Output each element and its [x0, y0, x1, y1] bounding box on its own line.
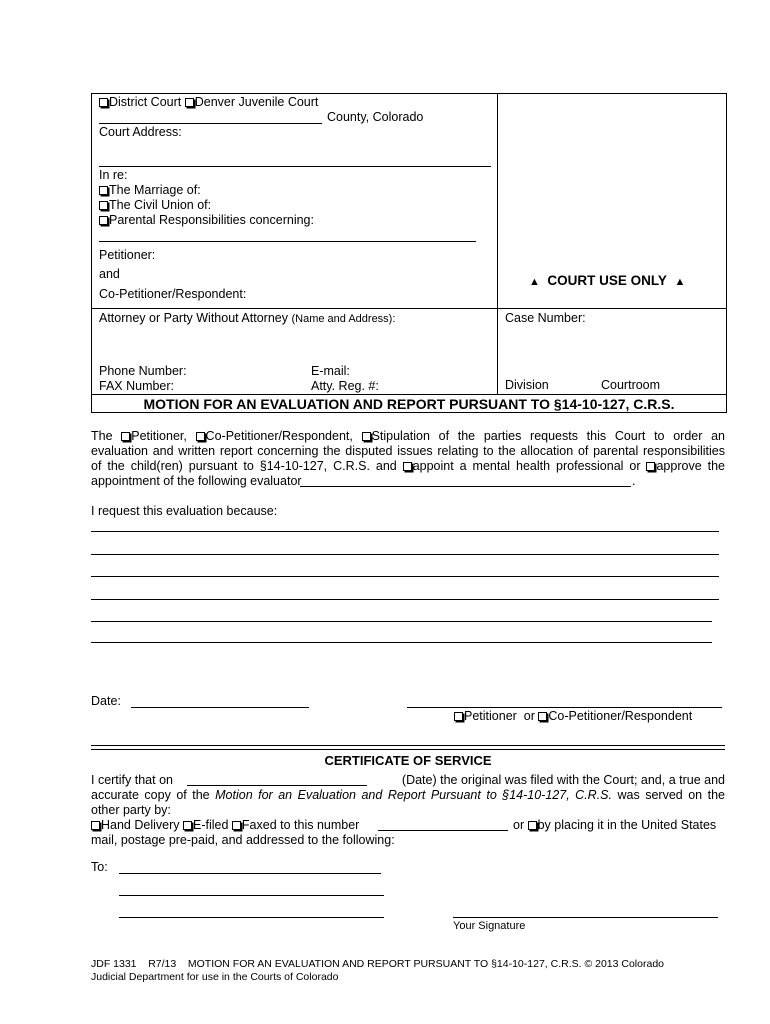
atty-reg-label: Atty. Reg. #:: [311, 379, 379, 393]
section-divider: [91, 745, 725, 750]
civil-union-label: The Civil Union of:: [109, 198, 212, 212]
reason-line-3[interactable]: [91, 576, 719, 577]
or-label: or: [513, 818, 525, 832]
caption-divider-2: [91, 394, 727, 395]
co-petitioner-text: Co-Petitioner/Respondent,: [205, 429, 353, 443]
stipulation-text: Stipulation of the parties requests this Court to order an: [371, 429, 725, 443]
petitioner-label: Petitioner:: [99, 248, 156, 262]
to-label: To:: [91, 860, 108, 874]
cert-line-5: mail, postage pre-paid, and addressed to the following:: [91, 833, 395, 847]
triangle-up-icon: ▲: [529, 276, 540, 288]
efiled-label: E-filed: [193, 818, 229, 832]
cert-line2-b: was served on the: [617, 788, 725, 802]
your-signature-field[interactable]: [453, 917, 718, 918]
co-petitioner-label: Co-Petitioner/Respondent:: [99, 287, 247, 301]
to-line-3[interactable]: [119, 917, 384, 918]
the-text: The: [91, 429, 113, 443]
county-suffix: County, Colorado: [327, 110, 424, 124]
faxed-checkbox[interactable]: [232, 821, 241, 830]
request-line-2: evaluation and written report concerning the disputed issues relating to the allocation of parental responsibilities: [91, 444, 725, 458]
attorney-row: [99, 311, 395, 325]
court-use-only-label: COURT USE ONLY: [547, 273, 667, 288]
marriage-label: The Marriage of:: [109, 183, 201, 197]
parental-checkbox[interactable]: [99, 216, 108, 225]
sig-co-petitioner-label: Co-Petitioner/Respondent: [548, 709, 693, 723]
reason-line-2[interactable]: [91, 554, 719, 555]
sig-petitioner-checkbox[interactable]: [454, 712, 463, 721]
reason-line-5[interactable]: [91, 621, 712, 622]
cert-line1-a: I certify that on: [91, 773, 173, 787]
faxed-label: Faxed to this number: [241, 818, 360, 832]
form-title: MOTION FOR AN EVALUATION AND REPORT PURSUANT TO §14-10-127, C.R.S.: [143, 396, 675, 412]
district-court-label: District Court: [109, 95, 182, 109]
court-type-row: [99, 95, 318, 109]
civil-union-row: [99, 198, 211, 212]
cert-line-3: other party by:: [91, 803, 171, 817]
denver-juvenile-court-checkbox[interactable]: [185, 98, 194, 107]
civil-union-checkbox[interactable]: [99, 201, 108, 210]
triangle-up-icon: ▲: [674, 276, 686, 288]
signature-field[interactable]: [407, 707, 722, 708]
mail-checkbox[interactable]: [528, 821, 537, 830]
cert-line-4-right: [513, 818, 716, 832]
court-use-only: [529, 273, 685, 288]
reason-line-4[interactable]: [91, 599, 719, 600]
footer-line-1: JDF 1331 R7/13 MOTION FOR AN EVALUATION AND REPORT PURSUANT TO §14-10-127, C.R.S. © 2013 Colorado: [91, 958, 664, 970]
email-label: E-mail:: [311, 364, 350, 378]
and-label: and: [99, 267, 120, 281]
in-re-label: In re:: [99, 168, 128, 182]
cert-line1-b: (Date) the original was filed with the Court; and, a true and: [401, 773, 725, 787]
your-signature-label: Your Signature: [453, 920, 526, 932]
petitioner-text: Petitioner,: [131, 429, 187, 443]
footer-line-2: Judicial Department for use in the Courts of Colorado: [91, 971, 339, 983]
appoint-text: appoint a mental health professional or: [412, 459, 641, 473]
cert-line2-italic: Motion for an Evaluation and Report Pursuant to §14-10-127, C.R.S.: [215, 788, 612, 802]
cert-line2-a: accurate copy of the: [91, 788, 210, 802]
parties-field[interactable]: [99, 241, 476, 242]
hand-delivery-label: Hand Delivery: [101, 818, 180, 832]
hand-delivery-checkbox[interactable]: [91, 821, 100, 830]
case-number-label: Case Number:: [505, 311, 586, 325]
mail-label: by placing it in the United States: [537, 818, 717, 832]
request-line-3: [91, 459, 725, 473]
request-line-1: [91, 429, 725, 443]
evaluator-field[interactable]: [300, 486, 631, 487]
attorney-label: Attorney or Party Without Attorney: [99, 311, 288, 325]
petitioner-checkbox[interactable]: [121, 432, 130, 441]
request-line-4-end: .: [632, 474, 636, 488]
service-date-field[interactable]: [187, 785, 367, 786]
co-petitioner-checkbox[interactable]: [196, 432, 205, 441]
marriage-row: [99, 183, 201, 197]
request-line-4: appointment of the following evaluator: [91, 474, 302, 488]
appoint-checkbox[interactable]: [403, 462, 412, 471]
reason-line-1[interactable]: [91, 531, 719, 532]
courtroom-label: Courtroom: [601, 378, 661, 392]
sig-petitioner-label: Petitioner: [464, 709, 517, 723]
efiled-checkbox[interactable]: [183, 821, 192, 830]
marriage-checkbox[interactable]: [99, 186, 108, 195]
date-field[interactable]: [131, 707, 309, 708]
fax-number-field[interactable]: [378, 830, 508, 831]
signer-type-row: [454, 709, 692, 723]
division-label: Division: [505, 378, 549, 392]
certificate-heading: CERTIFICATE OF SERVICE: [324, 753, 492, 768]
denver-juvenile-court-label: Denver Juvenile Court: [194, 95, 319, 109]
cert-line-2: [91, 788, 725, 802]
county-field[interactable]: [99, 123, 322, 124]
fax-label: FAX Number:: [99, 379, 175, 393]
attorney-sublabel: (Name and Address):: [291, 313, 396, 325]
reason-line-6[interactable]: [91, 642, 712, 643]
reason-label: I request this evaluation because:: [91, 504, 278, 518]
approve-checkbox[interactable]: [646, 462, 655, 471]
to-line-1[interactable]: [119, 873, 381, 874]
court-address-field[interactable]: [99, 166, 491, 167]
sig-or-label: or: [523, 709, 535, 723]
approve-text: approve the: [656, 459, 725, 473]
sig-co-petitioner-checkbox[interactable]: [538, 712, 547, 721]
district-court-checkbox[interactable]: [99, 98, 108, 107]
line3-text: of the child(ren) pursuant to §14-10-127, C.R.S. and: [91, 459, 397, 473]
caption-divider-vertical: [497, 93, 498, 394]
phone-label: Phone Number:: [99, 364, 187, 378]
to-line-2[interactable]: [119, 895, 384, 896]
court-address-label: Court Address:: [99, 125, 182, 139]
parental-row: [99, 213, 314, 227]
parental-label: Parental Responsibilities concerning:: [109, 213, 314, 227]
date-label: Date:: [91, 694, 121, 708]
stipulation-checkbox[interactable]: [362, 432, 371, 441]
caption-divider-1: [91, 308, 727, 309]
